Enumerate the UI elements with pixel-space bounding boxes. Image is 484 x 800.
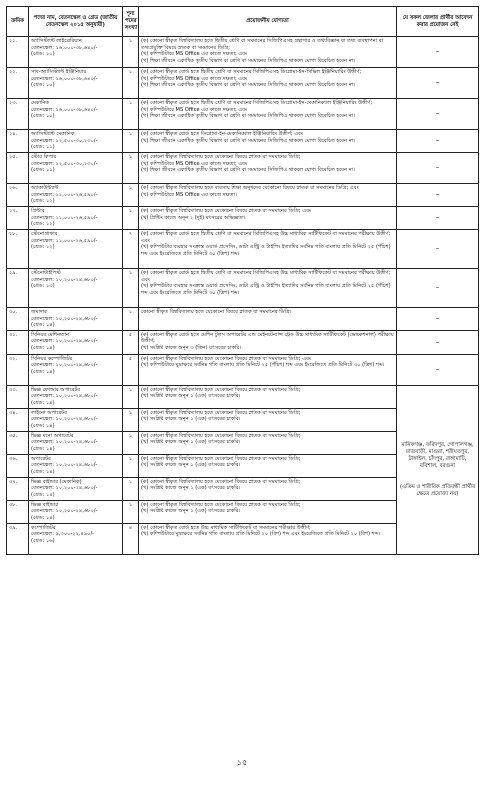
post-name: অ্যাসিস্ট্যান্ট লাইব্রেরিয়ান [31, 38, 82, 44]
qualification-line: (গ) শিক্ষা জীবনে একাধিক তৃতীয় বিভাগ বা শ্রেণি বা সমমানের সিজিপিএ থাকলে যোগ্য বিবেচিত হবেন না। [141, 167, 355, 174]
qualification-line: (ক) কোনো স্বীকৃত বোর্ড হতে দ্বিতীয় শ্রেণি বা সমমানের সিজিপিএসহ ডিপ্লোমা-ইন-সিভিল ইঞ্জিনিয়ারিং উত্তীর্ণ; [141, 69, 362, 75]
qualification-cell [139, 230, 397, 269]
qualification-cell [139, 207, 397, 230]
table-row [7, 230, 479, 269]
serial-number: ২৭. [9, 208, 18, 214]
serial-cell [7, 431, 29, 454]
pay-scale: বেতনস্কেল: ১০,২০০-২৪,৬৮০/- [31, 276, 98, 283]
post-cell [29, 523, 123, 554]
qualification-cell [139, 500, 397, 523]
qualification-line: (ক) কোনো স্বীকৃত বিশ্ববিদ্যালয় হতে যেকোনো বিষয়ে স্নাতক বা সমমানের ডিগ্রি; [141, 432, 301, 439]
post-name: জমাদার [31, 309, 47, 315]
post-name: অ্যাকাউন্ট্যান্ট [31, 185, 59, 191]
pay-scale: বেতনস্কেল: ১১,০০০-২৬,৫৯০/- [31, 237, 98, 244]
serial-number: ২১. [9, 38, 18, 44]
vacancy-count: ৫ [128, 331, 133, 338]
table-body [7, 37, 479, 555]
pay-scale: বেতনস্কেল: ১০,২০০-২৪,৬৮০/- [31, 485, 98, 492]
pay-grade: (গ্রেড: ১১) [31, 167, 55, 174]
districts-dash-cell [397, 230, 479, 269]
qualification-line: (ক) কোনো স্বীকৃত বোর্ড হতে উচ্চ মাধ্যমিক সার্টিফিকেট বা সমমানের পরীক্ষায় উত্তীর্ণ; [141, 524, 311, 531]
qualification-line: (খ) কম্পিউটারে MS Office এর কাজে দক্ষতা; এবং [141, 106, 248, 113]
serial-cell [7, 523, 29, 554]
qualification-line: (ক) কোনো স্বীকৃত বিশ্ববিদ্যালয় হতে যেকোনো বিষয়ে স্নাতক বা সমমানের ডিগ্রি; [141, 154, 301, 160]
serial-number: ৩২. [9, 355, 18, 362]
post-name: অপারেটর [31, 455, 51, 462]
excluded-districts: মানিকগঞ্জ, ফরিদপুর, গোপালগঞ্জ, রাজবাড়ী, মাগুরা, শরীয়তপুর, টাঙ্গাইল, চাঁদপুর, রাঙ্গামাটি, বরিশাল, বরগুনা [401, 442, 474, 470]
districts-dash-cell [397, 308, 479, 331]
table-row [7, 385, 479, 408]
post-cell [29, 269, 123, 308]
serial-number: ২২. [9, 69, 18, 75]
pay-grade: (গ্রেড: ১০) [31, 113, 55, 120]
qualification-line: (ক) কোনো স্বীকৃত বিশ্ববিদ্যালয় হতে দ্বিতীয় শ্রেণি বা সমমানের সিজিপিএসহ গ্রন্থাগার ও তথ্যবিজ্ঞান বা তথ্য ব্যবস্থাপনা বা তথ্যপ্রযুক্তি বিষয়ে স্নাতক বা সমমানের ডিগ্রি; [141, 38, 384, 51]
qualification-line: (ক) কোনো স্বীকৃত বোর্ড হতে দ্বিতীয় শ্রেণি বা সমমানের সিজিপিএসহ উচ্চ মাধ্যমিক সার্টিফিকেট বা সমমানের পরীক্ষায় উত্তীর্ণ; এবং [141, 270, 391, 283]
qualification-cell [139, 431, 397, 454]
qualification-line: (ক) কোনো স্বীকৃত বিশ্ববিদ্যালয় হতে যেকোনো বিষয়ে স্নাতক বা সমমানের ডিগ্রি; এবং [141, 208, 312, 214]
serial-cell [7, 207, 29, 230]
qualification-cell [139, 153, 397, 184]
qualification-line: (খ) কম্পিউটারে মুদ্রাক্ষরে সর্বনিম্ন গতি বাংলায় প্রতি মিনিটে ২০ (বিশ) শব্দ এবং ইংরেজিতে প্রতি মিনিটে ২০ (বিশ) শব্দ। [141, 531, 381, 538]
pay-scale: বেতনস্কেল: ৯,৩০০-২২,৪৯০/- [31, 531, 95, 538]
dash-mark: – [435, 314, 440, 323]
vacancy-cell [123, 523, 139, 554]
vacancy-cell [123, 408, 139, 431]
dash-mark: – [435, 190, 440, 199]
remark-note: (এতিম ও শারীরিক প্রতিবন্ধী প্রার্থীর ক্ষেত্রে প্রযোজ্য নয়) [399, 484, 476, 498]
qualification-line: (খ) সংশ্লিষ্ট কাজে অনূন ১ (এক) বৎসরের চাকরি। [141, 393, 241, 400]
qualification-line: (গ) শিক্ষা জীবনে একাধিক তৃতীয় বিভাগ বা শ্রেণি বা সমমানের সিজিপিএ থাকলে যোগ্য বিবেচিত হবেন না। [141, 57, 355, 64]
pay-grade: (গ্রেড: ১৩) [31, 283, 55, 290]
qualification-line: (ক) কোনো স্বীকৃত বিশ্ববিদ্যালয় হতে যেকোনো বিষয়ে স্নাতক বা সমমানের ডিগ্রি; [141, 409, 301, 416]
page-mark: ১৫ [236, 758, 248, 767]
post-name: প্রিন্টার [31, 208, 45, 214]
districts-dash-cell [397, 153, 479, 184]
pay-scale: বেতনস্কেল: ১১,০০০-২৬,৫৯০/- [31, 214, 98, 221]
vacancy-count: ১ [128, 478, 133, 485]
table-row [7, 269, 479, 308]
districts-remark-cell [397, 385, 479, 554]
pay-scale: বেতনস্কেল: ১২,৫০০-৩০,২৩০/- [31, 137, 98, 144]
qualification-line: (ক) কোনো স্বীকৃত বোর্ড হতে দ্বিতীয় শ্রেণি বা সমমানের সিজিপিএসহ ডিপ্লোমা-ইন-মেকানিক্যাল ইঞ্জিনিয়ারিং উত্তীর্ণ; [141, 100, 373, 106]
post-name: ভিজ্ঞ মনো অপারেটর [31, 432, 74, 439]
qualification-line: (গ) শিক্ষা জীবনে একাধিক তৃতীয় বিভাগ বা শ্রেণি বা সমমানের সিজিপিএ থাকলে যোগ্য বিবেচিত হবেন না। [141, 82, 355, 89]
table-row [7, 207, 479, 230]
pay-scale: বেতনস্কেল: ১০,২০০-২৪,৬৮০/- [31, 393, 98, 400]
qualification-line: (ক) কোনো স্বীকৃত বিশ্ববিদ্যালয় হতে যেকোনো বিষয়ে স্নাতক বা সমমানের ডিগ্রি; এবং [141, 355, 312, 362]
districts-dash-cell [397, 37, 479, 68]
districts-dash-cell [397, 68, 479, 99]
pay-grade: (গ্রেড: ১৪) [31, 492, 55, 499]
qualification-line: (ক) কোনো স্বীকৃত বিশ্ববিদ্যালয় হতে ব্যবসায় শিক্ষা অনুষদের যেকোনো বিষয়ে স্নাতক বা সমমানের ডিগ্রি; এবং [141, 185, 359, 191]
serial-number: ৩৭. [9, 478, 18, 485]
qualification-line: (ক) কোনো স্বীকৃত বোর্ড হতে ডিপ্লোমা-ইন-মেকানিক্যাল ইঞ্জিনিয়ারিং উত্তীর্ণ; এবং [141, 131, 304, 137]
serial-cell [7, 184, 29, 207]
table-row [7, 37, 479, 68]
qualification-cell [139, 184, 397, 207]
qualification-line: (ক) কোনো স্বীকৃত বিশ্ববিদ্যালয় হতে যেকোনো বিষয়ে স্নাতক বা সমমানের ডিগ্রি; [141, 455, 301, 462]
dash-mark: – [435, 283, 440, 292]
post-name: কম্পোজিটর [31, 524, 56, 531]
table-header-row [7, 7, 479, 37]
pay-grade: (গ্রেড: ১২) [31, 198, 55, 205]
vacancy-cell [123, 68, 139, 99]
post-cell [29, 207, 123, 230]
pay-grade: (গ্রেড: ১৪) [31, 469, 55, 476]
pay-grade: (গ্রেড: ১০) [31, 51, 55, 58]
qualification-line: (খ) সংশ্লিষ্ট কাজে অনূন ১ (এক) বৎসরের চাকরি। [141, 416, 241, 423]
post-cell [29, 385, 123, 408]
table-row [7, 99, 479, 130]
post-cell [29, 184, 123, 207]
qualification-cell [139, 308, 397, 331]
qualification-line: (খ) সংশ্লিষ্ট কাজে অনূন ১ (এক) বৎসরের চাকরি। [141, 508, 241, 515]
serial-number: ৩৮. [9, 501, 18, 508]
vacancy-cell [123, 454, 139, 477]
serial-cell [7, 37, 29, 68]
qualification-line: (খ) সংশ্লিষ্ট কাজে অনূন ৩ (তিন) বৎসরের চাকরি। [141, 345, 242, 352]
serial-cell [7, 269, 29, 308]
post-cell [29, 308, 123, 331]
serial-cell [7, 68, 29, 99]
serial-number: ৩৫. [9, 432, 18, 439]
header-districts: যে সকল জেলার প্রার্থীর আবেদন করার প্রয়োজন নেই [397, 7, 479, 37]
serial-number: ৩৩. [9, 386, 18, 393]
qualification-line: (খ) সংশ্লিষ্ট কাজে অনূন ১ (এক) বৎসরের চাকরি। [141, 485, 241, 492]
post-cell [29, 477, 123, 500]
vacancy-count: ৫ [128, 355, 133, 362]
pay-scale: বেতনস্কেল: ১০,২০০-২৪,৬৮০/- [31, 462, 98, 469]
pay-scale: বেতনস্কেল: ১০,২০০-২৪,৬৮০/- [31, 416, 98, 423]
post-cell [29, 68, 123, 99]
vacancy-cell [123, 37, 139, 68]
dash-mark: – [435, 136, 440, 145]
vacancy-cell [123, 130, 139, 153]
vacancy-count: ৭ [128, 231, 133, 237]
post-cell [29, 37, 123, 68]
pay-scale: বেতনস্কেল: ১৬,০০০-৩৮,৬৪০/- [31, 75, 98, 82]
vacancy-cell [123, 184, 139, 207]
table-row [7, 308, 479, 331]
vacancy-count: ১ [128, 100, 133, 106]
qualification-cell [139, 130, 397, 153]
post-name: ভিজ্ঞ বাইন্ডার [31, 501, 59, 508]
vacancy-count: ৪ [128, 524, 133, 531]
dash-mark: – [435, 163, 440, 172]
districts-dash-cell [397, 130, 479, 153]
vacancy-count: ১ [128, 154, 133, 160]
serial-number: ৩৪. [9, 409, 18, 416]
post-cell [29, 500, 123, 523]
pay-scale: বেতনস্কেল: ১৬,০০০-৩৮,৬৪০/- [31, 44, 98, 51]
pay-scale: বেতনস্কেল: ১১,০০০-২৬,৫৯০/- [31, 191, 98, 198]
serial-cell [7, 230, 29, 269]
serial-number: ৩০. [9, 309, 18, 315]
qualification-line: (খ) কম্পিউটার ব্যবহার সংক্রান্ত ওয়ার্ড প্রসেসিং, ডাটা এন্ট্রি ও টাইপিং ইত্যাদির সর্বনিম্ন গতি বাংলায় প্রতি মিনিটে ২৫ (পঁচিশ) শব্দ এবং ইংরেজিতে প্রতি মিনিটে ৩০ (ত্রিশ) শব্দ। [141, 244, 391, 257]
qualification-line: (ক) কোনো স্বীকৃত বিশ্ববিদ্যালয় হতে যেকোনো বিষয়ে স্নাতক বা সমমানের ডিগ্রি; [141, 386, 301, 393]
pay-scale: বেতনস্কেল: ১০,২০০-২৪,৬৮০/- [31, 362, 98, 369]
vacancy-cell [123, 269, 139, 308]
pay-scale: বেতনস্কেল: ১৬,০০০-৩৮,৬৪০/- [31, 106, 98, 113]
serial-cell [7, 330, 29, 354]
vacancy-count: ১ [128, 270, 133, 276]
pay-scale: বেতনস্কেল: ১০,২০০-২৪,৬৮০/- [31, 439, 98, 446]
serial-cell [7, 153, 29, 184]
post-cell [29, 330, 123, 354]
header-qualification: প্রয়োজনীয় যোগ্যতা [139, 7, 397, 37]
serial-cell [7, 354, 29, 385]
post-name: মেকানিক [31, 100, 49, 106]
qualification-cell [139, 523, 397, 554]
qualification-cell [139, 354, 397, 385]
pay-grade: (গ্রেড: ১২) [31, 244, 55, 251]
qualification-line: কোনো স্বীকৃত বিশ্ববিদ্যালয় হতে যেকোনো বিষয়ে স্নাতক বা সমমানের ডিগ্রি। [141, 309, 292, 315]
vacancy-cell [123, 431, 139, 454]
pay-scale: বেতনস্কেল: ১২,৫০০-৩০,২৩০/- [31, 160, 98, 167]
dash-mark: – [435, 244, 440, 253]
pay-grade: (গ্রেড: ১৪) [31, 369, 55, 376]
serial-cell [7, 408, 29, 431]
districts-dash-cell [397, 330, 479, 354]
pay-scale: বেতনস্কেল: ১০,২০০-২৪,৬৮০/- [31, 315, 98, 322]
serial-number: ২৪. [9, 131, 18, 137]
dash-mark: – [435, 47, 440, 56]
vacancy-count: ১ [128, 309, 133, 315]
dash-mark: – [435, 78, 440, 87]
pay-grade: (গ্রেড: ১১) [31, 144, 55, 151]
post-cell [29, 230, 123, 269]
pay-grade: (গ্রেড: ১৪) [31, 515, 55, 522]
serial-number: ২৯. [9, 270, 18, 276]
qualification-cell [139, 330, 397, 354]
vacancy-count: ১ [128, 185, 133, 191]
post-name: সিনিয়র কম্পোজিটর [31, 355, 73, 362]
pay-grade: (গ্রেড: ১৪) [31, 423, 55, 430]
vacancy-cell [123, 500, 139, 523]
qualification-line: (খ) কম্পিউটারে MS Office এর কাজে দক্ষতা। [141, 191, 237, 198]
pay-scale: বেতনস্কেল: ১০,২০০-২৪,৬৮০/- [31, 338, 98, 345]
vacancy-count: ১ [128, 501, 133, 508]
qualification-cell [139, 454, 397, 477]
vacancy-count: ১ [128, 38, 133, 44]
post-name: স্টেনোটাইপিস্ট [31, 270, 61, 276]
vacancy-cell [123, 153, 139, 184]
post-name: অ্যাসিস্ট্যান্ট মেকানিক [31, 131, 75, 137]
serial-number: ৩৬. [9, 455, 18, 462]
serial-cell [7, 500, 29, 523]
qualification-cell [139, 99, 397, 130]
vacancy-cell [123, 308, 139, 331]
table-row [7, 184, 479, 207]
vacancy-cell [123, 230, 139, 269]
serial-cell [7, 99, 29, 130]
post-name: স্টেনোগ্রাফার [31, 231, 58, 237]
dash-mark: – [435, 337, 440, 346]
pay-grade: (গ্রেড: ১৪) [31, 345, 55, 352]
post-name: ভিজ্ঞ ফোল্ডার অপারেটর [31, 386, 81, 393]
vacancy-cell [123, 207, 139, 230]
qualification-line: (ক) কোনো স্বীকৃত বিশ্ববিদ্যালয় হতে যেকোনো বিষয়ে স্নাতক বা সমমানের ডিগ্রি; [141, 501, 301, 508]
table-row [7, 153, 479, 184]
post-cell [29, 408, 123, 431]
pay-grade: (গ্রেড: ১৪) [31, 446, 55, 453]
dash-mark: – [435, 365, 440, 374]
vacancy-count: ১ [128, 131, 133, 137]
serial-cell [7, 308, 29, 331]
qualification-line: (খ) কম্পিউটার ব্যবহার সংক্রান্ত ওয়ার্ড প্রসেসিং, ডাটা এন্ট্রি ও টাইপিং ইত্যাদির সর্বনিম্ন গতি বাংলায় প্রতি মিনিটে ২৫ (পঁচিশ) শব্দ এবং ইংরেজিতে প্রতি মিনিটে ৩০ (ত্রিশ) শব্দ। [141, 283, 391, 296]
qualification-line: (খ) কম্পিউটারে MS Office এর কাজে দক্ষতা; এবং [141, 75, 248, 82]
dash-mark: – [435, 213, 440, 222]
qualification-line: (খ) প্রিন্টিং কাজে অনূন ২ (দুই) বৎসরের অভিজ্ঞতা। [141, 214, 246, 221]
header-serial: ক্রমিক [7, 7, 29, 37]
serial-number: ২৮. [9, 231, 18, 237]
qualification-cell [139, 269, 397, 308]
qualification-cell [139, 477, 397, 500]
qualification-line: (গ) শিক্ষা জীবনে একাধিক তৃতীয় বিভাগ বা শ্রেণি বা সমমানের সিজিপিএ থাকলে যোগ্য বিবেচিত হবেন না। [141, 113, 355, 120]
post-cell [29, 130, 123, 153]
serial-number: ৩৯. [9, 524, 18, 531]
districts-dash-cell [397, 184, 479, 207]
post-name: ভিজ্ঞ বাইন্ডার (মেকানিক) [31, 478, 82, 485]
post-cell [29, 153, 123, 184]
districts-dash-cell [397, 354, 479, 385]
serial-cell [7, 130, 29, 153]
table-row [7, 68, 479, 99]
post-name: সিনিয়র মেশিনম্যান [31, 331, 69, 338]
post-name: লাইনো অপারেটর [31, 409, 67, 416]
pay-grade: (গ্রেড: ১৬) [31, 538, 55, 545]
vacancy-cell [123, 330, 139, 354]
districts-dash-cell [397, 269, 479, 308]
vacancy-cell [123, 477, 139, 500]
vacancy-count: ১ [128, 409, 133, 416]
header-post: পদের নাম, বেতনস্কেল ও গ্রেড (জাতীয় বেতনস্কেল ২০১৫ অনুযায়ী) [29, 7, 123, 37]
pay-grade: (গ্রেড: ১০) [31, 82, 55, 89]
qualification-line: (খ) কম্পিউটারে মুদ্রাক্ষরে সর্বনিম্ন গতি বাংলায় প্রতি মিনিটে ২৫ (পঁচিশ) শব্দ এবং ইংরেজিতে প্রতি মিনিটে ৩০ (ত্রিশ) শব্দ। [141, 362, 385, 369]
qualification-line: (ক) কোনো স্বীকৃত বিশ্ববিদ্যালয় হতে যেকোনো বিষয়ে স্নাতক বা সমমানের ডিগ্রি; [141, 478, 301, 485]
qualification-line: (খ) কম্পিউটারে MS Office এর কাজে দক্ষতা; এবং [141, 51, 248, 58]
vacancy-cell [123, 385, 139, 408]
qualification-line: (খ) কম্পিউটারে MS Office এর কাজে দক্ষতা; এবং [141, 160, 248, 167]
qualification-line: (ক) কোনো স্বীকৃত বোর্ড হতে দ্বিতীয় শ্রেণি বা সমমানের সিজিপিএসহ উচ্চ মাধ্যমিক সার্টিফিকেট বা সমমানের পরীক্ষায় উত্তীর্ণ; এবং [141, 231, 391, 244]
qualification-cell [139, 408, 397, 431]
post-cell [29, 454, 123, 477]
pay-scale: বেতনস্কেল: ১০,২০০-২৪,৬৮০/- [31, 508, 98, 515]
post-cell [29, 99, 123, 130]
post-cell [29, 354, 123, 385]
pay-grade: (গ্রেড: ১৪) [31, 322, 55, 329]
qualification-line: (খ) সংশ্লিষ্ট কাজে অনূন ১ (এক) বৎসরের চাকরি। [141, 462, 241, 469]
vacancy-cell [123, 354, 139, 385]
serial-number: ২৬. [9, 185, 18, 191]
serial-cell [7, 477, 29, 500]
pay-grade: (গ্রেড: ১৪) [31, 400, 55, 407]
serial-number: ২৫. [9, 154, 18, 160]
serial-cell [7, 454, 29, 477]
recruitment-table-sheet [6, 6, 478, 776]
qualification-cell [139, 68, 397, 99]
vacancy-count: ১ [128, 208, 133, 214]
qualification-cell [139, 385, 397, 408]
vacancy-count: ১ [128, 386, 133, 393]
table-row [7, 354, 479, 385]
posts-table [6, 6, 479, 555]
serial-cell [7, 385, 29, 408]
vacancy-count: ১ [128, 69, 133, 75]
table-row [7, 130, 479, 153]
table-row [7, 330, 479, 354]
post-name: সাব-অ্যাসিস্ট্যান্ট ইঞ্জিনিয়ার [31, 69, 87, 75]
dash-mark: – [435, 109, 440, 118]
districts-dash-cell [397, 99, 479, 130]
header-vacancy: শূন্য পদের সংখ্যা [123, 7, 139, 37]
post-cell [29, 431, 123, 454]
vacancy-count: ১ [128, 455, 133, 462]
serial-number: ৩১. [9, 331, 18, 338]
vacancy-cell [123, 99, 139, 130]
qualification-cell [139, 37, 397, 68]
pay-grade: (গ্রেড: ১২) [31, 221, 55, 228]
qualification-line: (ক) কোনো স্বীকৃত বোর্ড হতে মেশিন টুলস অপারেটর এন্ড মেইনটেন্যান্স ট্রেড উচ্চ মাধ্যমিক সার্টিফিকেট (ভোকেশনাল) পরীক্ষায় উত্তীর্ণ; [141, 331, 394, 345]
post-name: স্টোর কিপার [31, 154, 57, 160]
serial-number: ২৩. [9, 100, 18, 106]
qualification-line: (খ) সংশ্লিষ্ট কাজে অনূন ১ (এক) বৎসরের চাকরি। [141, 439, 241, 446]
qualification-line: (খ) শিক্ষা জীবনে একাধিক তৃতীয় বিভাগ বা শ্রেণি বা সমমানের সিজিপিএ থাকলে যোগ্য বিবেচিত হবেন না। [141, 137, 355, 144]
vacancy-count: ১ [128, 432, 133, 439]
districts-dash-cell [397, 207, 479, 230]
